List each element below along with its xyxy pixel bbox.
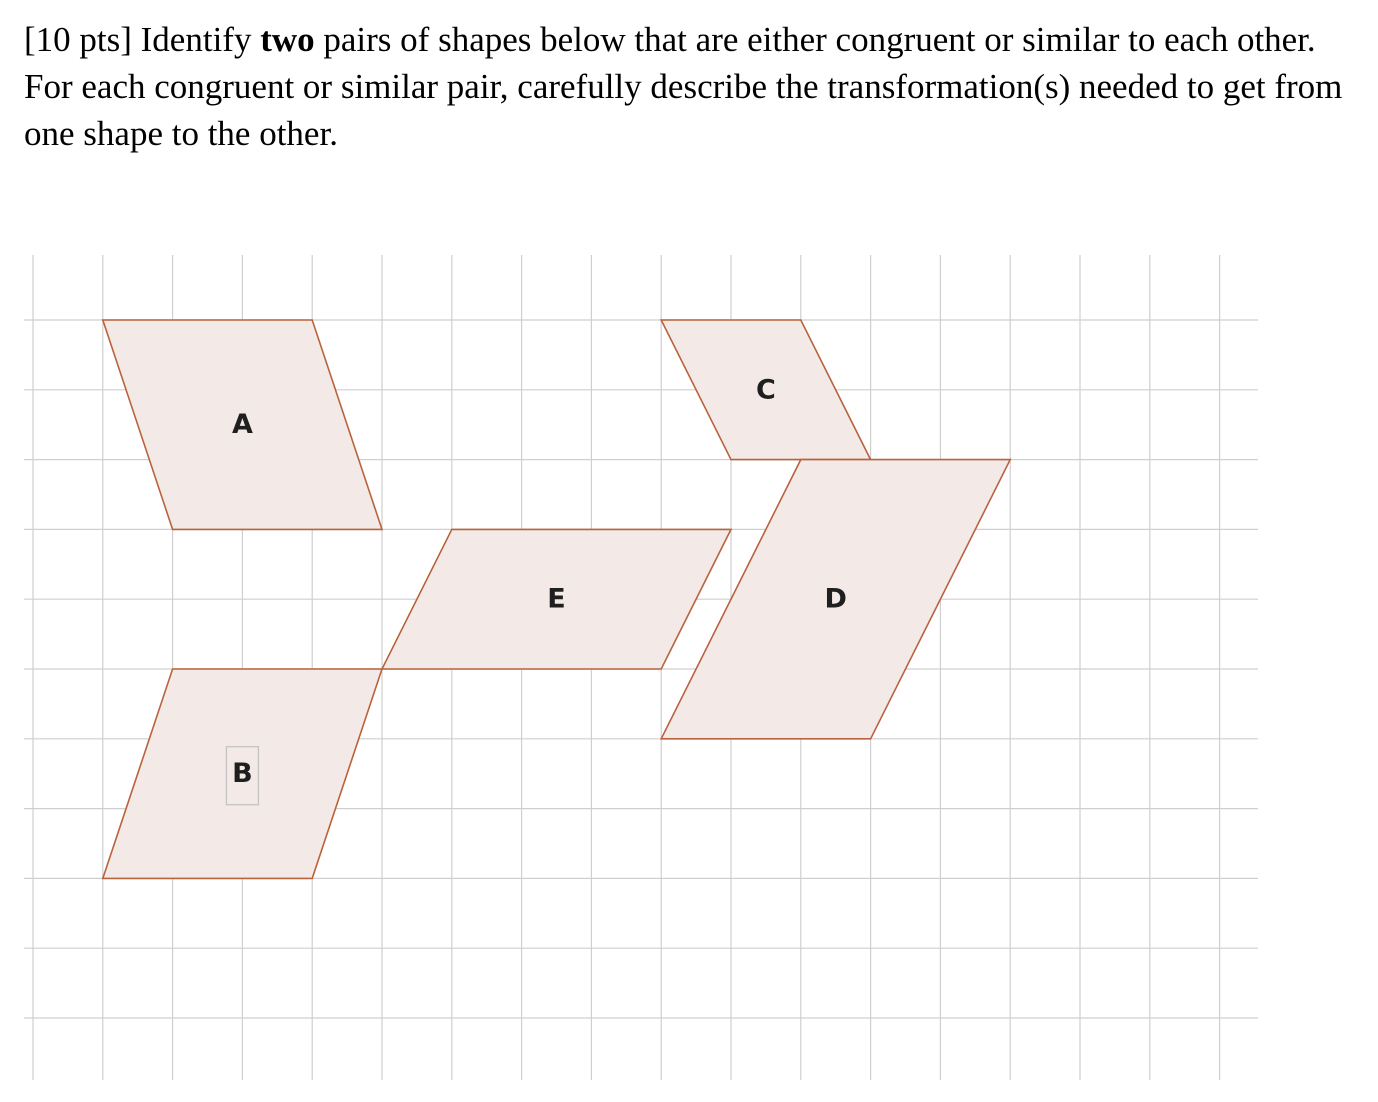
question-body: pairs of shapes below that are either congruent or similar to each other. For each congruent or similar pair, carefully describe the transformation(s) needed to get from one shape to the other. — [24, 20, 1343, 153]
question-emphasis: two — [260, 20, 315, 59]
shape-label-c: C — [755, 374, 776, 406]
question-points: [10 pts] — [24, 20, 132, 59]
question-intro: Identify — [140, 20, 252, 59]
shape-label-d: D — [824, 583, 847, 615]
shape-label-a: A — [231, 409, 253, 441]
shape-label-b: B — [232, 758, 253, 790]
shape-e — [382, 529, 731, 669]
shape-a — [103, 320, 382, 529]
shape-label-e: E — [547, 583, 566, 615]
shape-b — [103, 669, 382, 878]
